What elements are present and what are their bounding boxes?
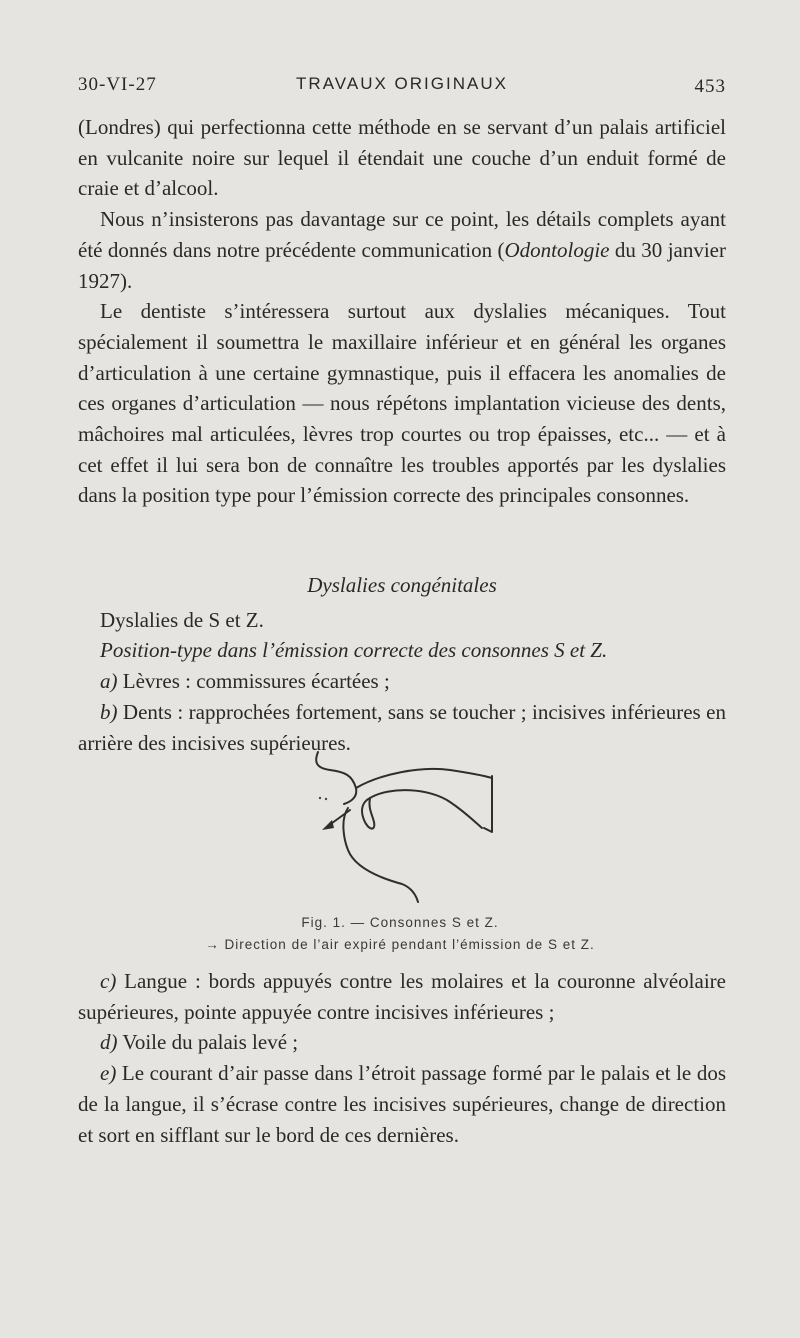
header-date: 30-VI-27 [78,74,157,95]
figure-legend-text: Direction de l’air expiré pendant l’émission de S et Z. [224,937,595,952]
figure-caption: Fig. 1. — Consonnes S et Z. [301,915,499,930]
item-d [78,1027,726,1058]
item-d-label: d) [100,1030,118,1055]
item-e [78,1058,726,1150]
body-text-section [78,564,726,758]
lower-incisor-outline [362,798,374,829]
pharynx-outline [484,776,492,832]
item-a-text: Lèvres : commissures écartées ; [117,669,390,694]
section-subheading: Dyslalies de S et Z. [100,607,264,632]
item-b-label: b) [100,699,118,724]
item-c [78,966,726,1027]
paragraph-1: (Londres) qui perfectionna cette méthode en se servant d’un palais artificiel en vulcanite noire sur lequel il étendait une couche d’un enduit formé de craie et d’alcool. [78,115,726,201]
mouth-diagram [300,750,510,910]
item-a-label: a) [100,669,118,694]
upper-incisor-outline [344,788,356,804]
body-text-top [78,112,726,511]
item-e-text: Le courant d’air passe dans l’étroit passage formé par le palais et le dos de la langue, il s’écrase contre les incisives supérieures, change de direction et sort en sifflant sur le bord de ces dernières. [78,1061,726,1147]
item-e-label: e) [100,1061,117,1086]
journal-reference: Odontologie [504,237,610,262]
arrow-icon: → [205,937,220,952]
upper-lip-outline [316,752,356,788]
item-c-label: c) [100,969,117,993]
airflow-arrow-icon [322,820,334,830]
figure-legend [0,937,800,952]
page-number: 453 [694,76,726,97]
paragraph-2 [78,204,726,296]
item-d-text: Voile du palais levé ; [117,1030,299,1055]
paragraph-2-text-b: du 30 janvier 1927). [78,237,726,293]
item-a [78,666,726,697]
palate-outline [356,769,492,788]
lower-lip-chin-outline [343,808,418,902]
body-text-bottom [78,966,726,1150]
header-title: TRAVAUX ORIGINAUX [296,74,508,93]
paragraph-2-text-a: Nous n’insisterons pas davantage sur ce point, les détails complets ayant été donnés dans notre précédente communication ( [78,207,726,262]
tongue-outline [370,790,482,828]
item-b-text: Dents : rapprochées fortement, sans se toucher ; incisives inférieures en arrière des incisives supérieures. [78,699,726,755]
section-heading: Dyslalies congénitales [307,573,497,597]
running-header [78,74,726,104]
item-b [78,697,726,758]
item-c-text: Langue : bords appuyés contre les molaires et la couronne alvéolaire supérieures, pointe appuyée contre incisives inférieures ; [78,969,726,1024]
position-title: Position-type dans l’émission correcte des consonnes S et Z. [100,638,608,663]
paragraph-3: Le dentiste s’intéressera surtout aux dyslalies mécaniques. Tout spécialement il soumettra le maxillaire inférieur et en général les organes d’articulation à une certaine gymnastique, puis il effacera les anomalies de ces organes d’articulation — nous répétons implantation vicieuse des dents, mâchoires mal articulées, lèvres trop courtes ou trop épaisses, etc... — et à cet effet il lui sera bon de connaître les troubles apportés par les dyslalies dans la position type pour l’émission correcte des principales consonnes. [78,299,726,508]
